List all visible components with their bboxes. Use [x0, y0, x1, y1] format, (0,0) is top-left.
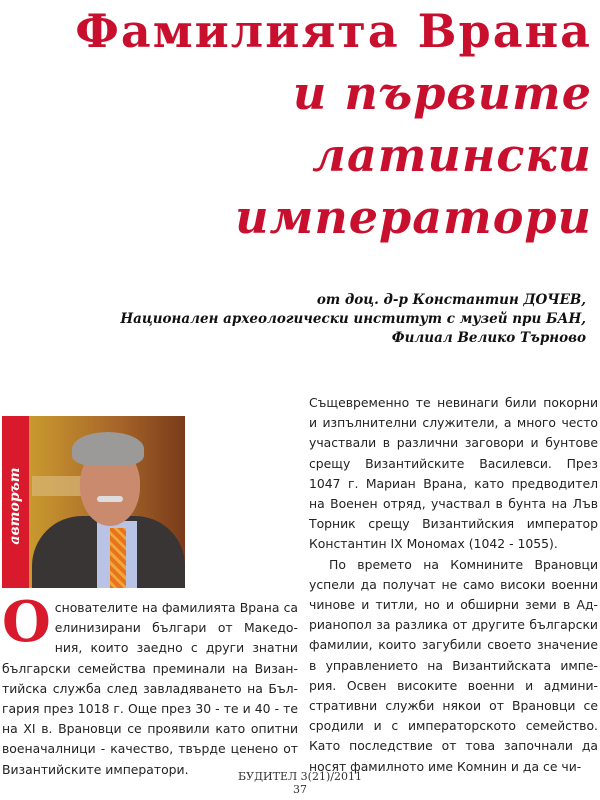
page-footer — [0, 770, 600, 796]
byline-author: от доц. д-р Константин ДОЧЕВ, — [316, 292, 586, 308]
author-label: авторът — [7, 467, 23, 545]
left-column — [2, 589, 298, 780]
journal-issue: БУДИТЕЛ 3(21)/2011 — [238, 770, 362, 783]
paragraph-1: Същевременно те невинаги били покорни и изпълнителни служители, а много често участвали в различни заговори и бунтове срещу Византийските Василевси. През 1047 г. Мариан Врана, като предводител на Военен отряд, участвал в бунта на Лъв Торник срещу Византийския император Константин IX Мономах (1042 - 1055). — [309, 395, 598, 552]
paragraph-2: По времето на Комнините Врановци успели да получат не само високи военни чинове и титли, но и обширни земи в Адрианопол за разлика от другите български фамилии, които загубили своето значение в управлението на Византийската империя. Освен високите военни и административни служби някои от Врановци се сродили и с императорското семейство. Като последствие от това започнали да носят фамилното име Комнин и да се чи- — [309, 556, 598, 774]
title-line-1: Фамилията Врана — [75, 4, 592, 58]
author-photo — [2, 416, 185, 588]
photo-mustache — [97, 496, 123, 502]
right-column — [309, 393, 598, 777]
photo-shelf — [32, 476, 82, 496]
byline-institute: Национален археологически институт с музей при БАН, — [120, 311, 586, 327]
dropcap-letter: О — [2, 589, 51, 655]
intro-text: снователите на фамилията Врана са елинизирани българи от Македония, които заедно с други знатни български семейства преминали на Византийска служба след завладяването на България през 1018 г. Още през 30 - те и 40 - те на XI в. Врановци се проявили като опитни военачалници - качество, твърде ценено от Византийските императори. — [2, 600, 298, 777]
byline — [106, 291, 586, 348]
photo-tie — [110, 528, 126, 588]
intro-paragraph — [2, 589, 298, 780]
article-title — [32, 0, 592, 248]
title-line-2: и първите — [292, 66, 592, 120]
photo-hair — [72, 432, 144, 466]
title-line-3: латински — [312, 128, 592, 182]
byline-branch: Филиал Велико Търново — [391, 330, 586, 346]
title-line-4: императори — [235, 190, 592, 244]
page-number: 37 — [293, 783, 307, 796]
